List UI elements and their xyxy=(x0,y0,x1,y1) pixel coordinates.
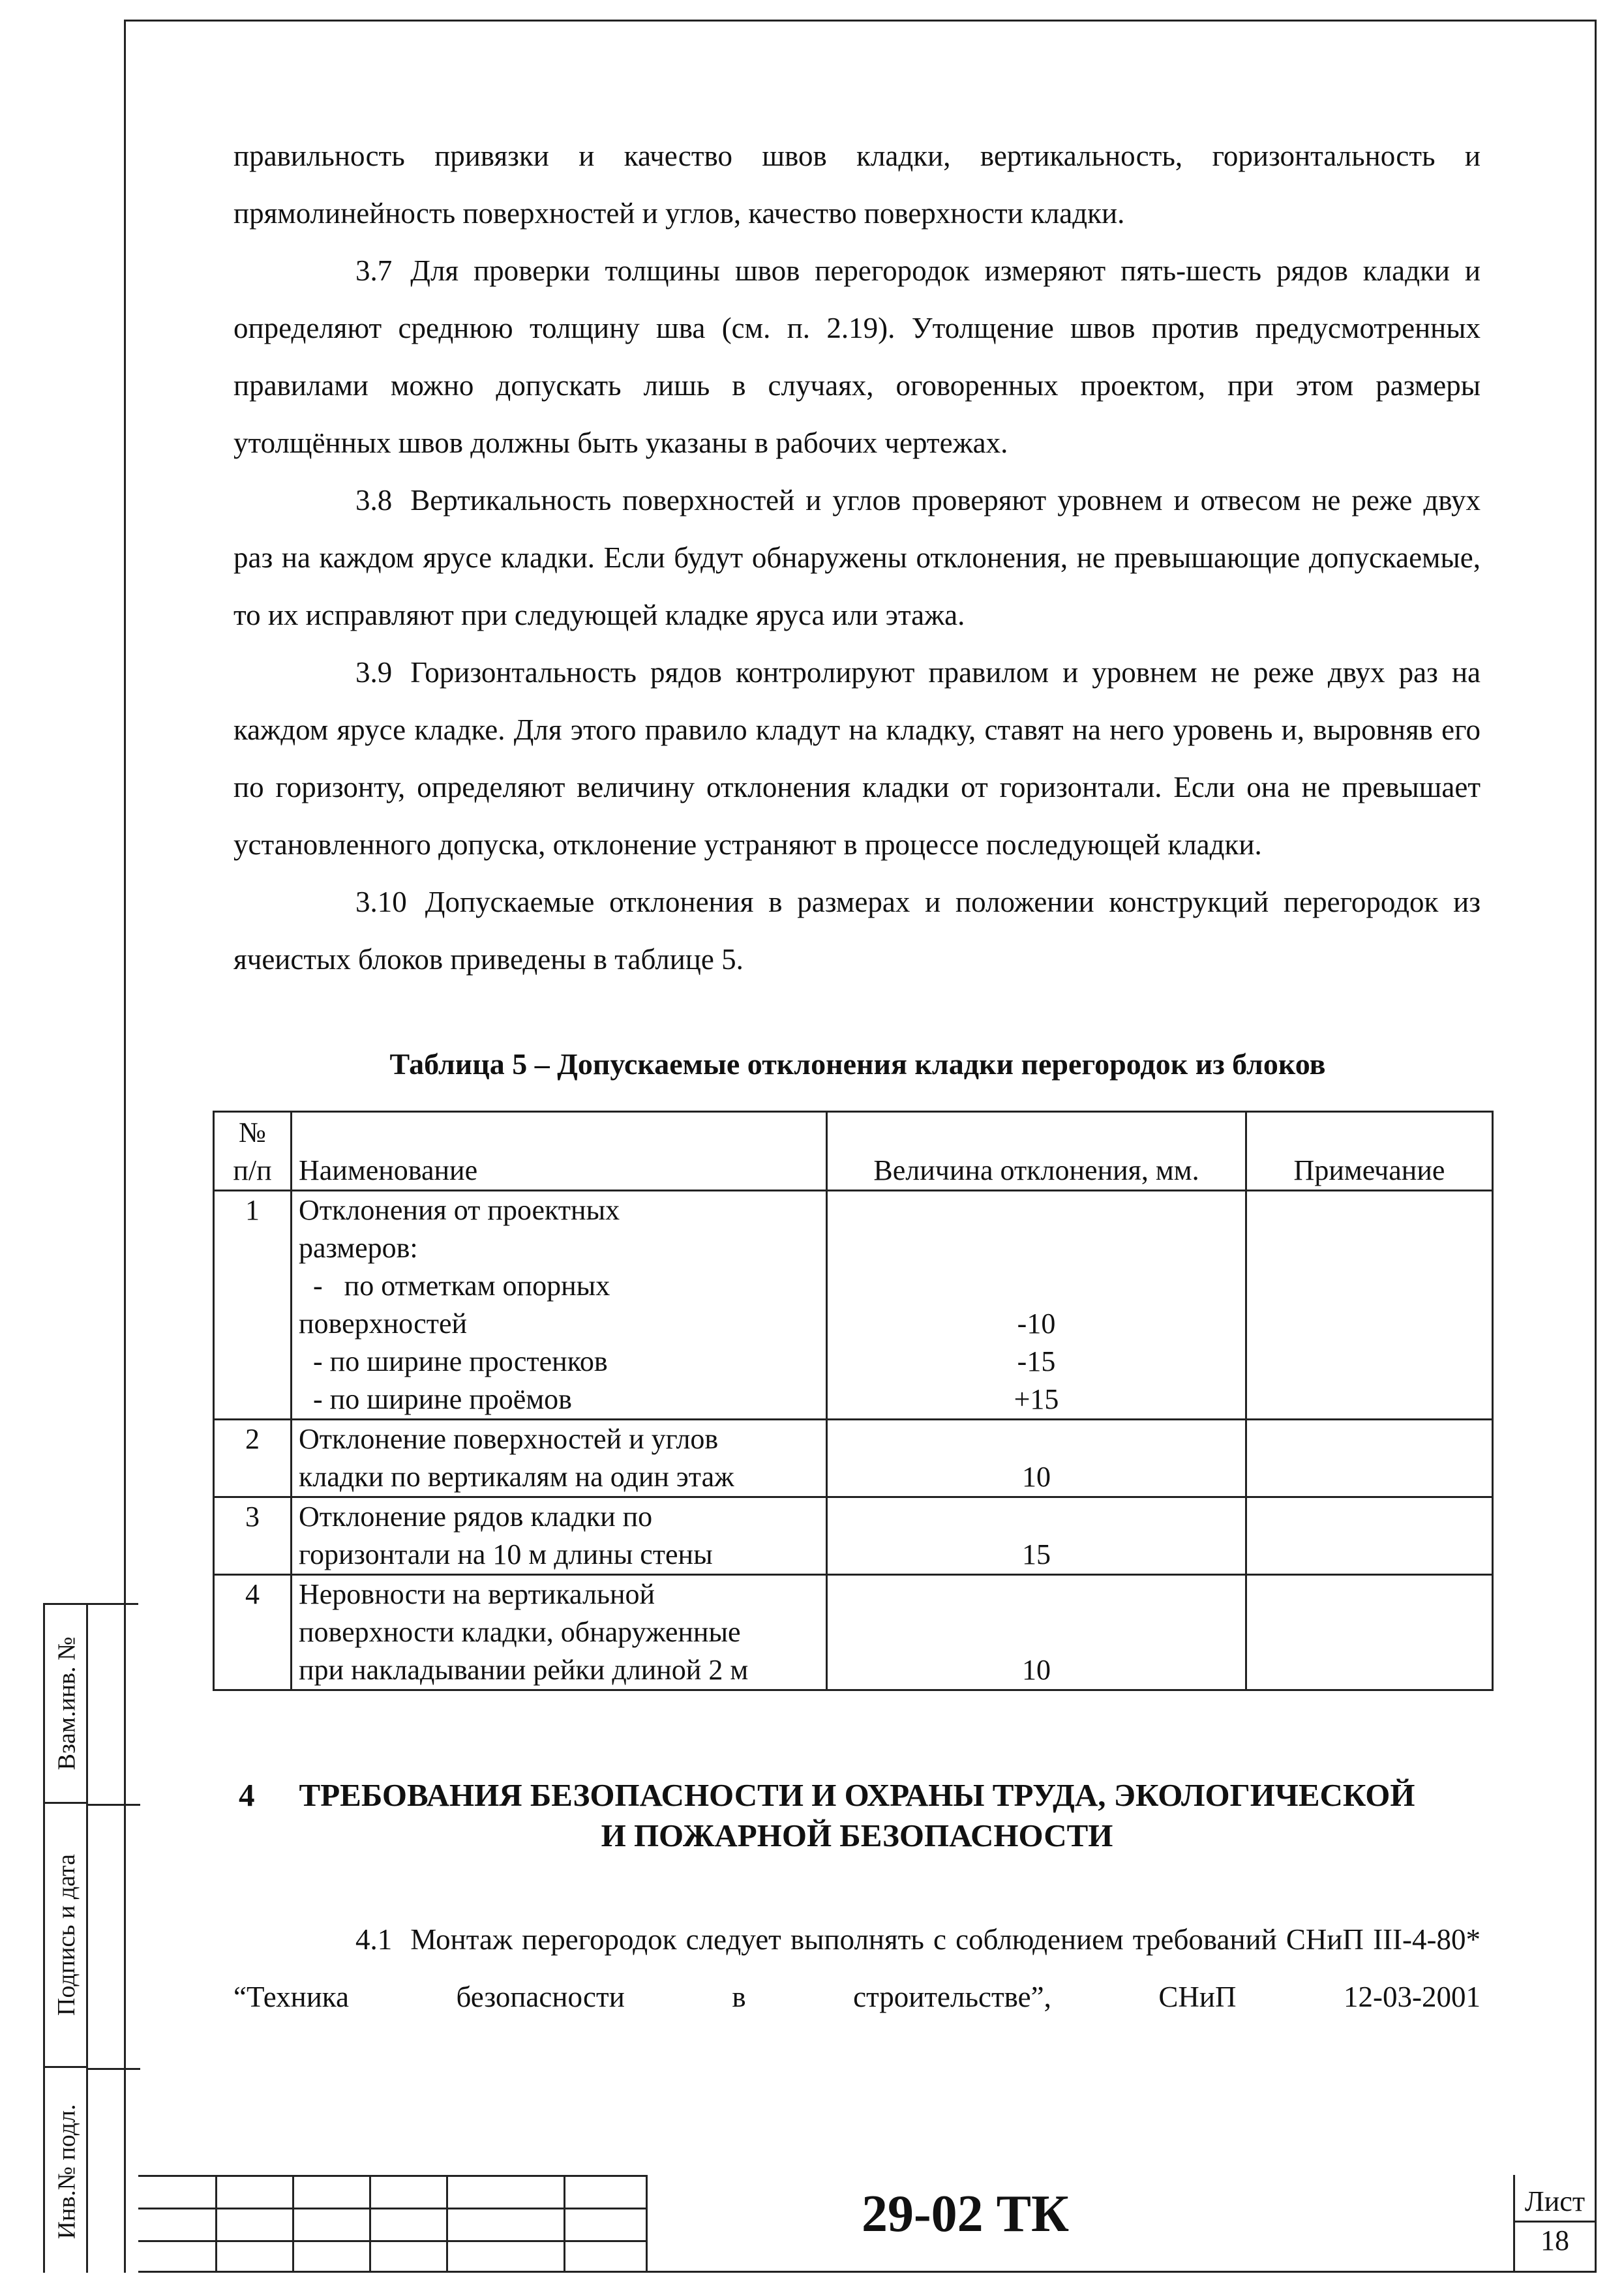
header-name: Наименование xyxy=(292,1112,827,1191)
row-name-line: - по ширине простенков xyxy=(299,1345,608,1377)
row-note xyxy=(1246,1497,1493,1575)
row-value-line: -15 xyxy=(1017,1345,1056,1377)
table-row xyxy=(214,1191,1493,1420)
row-value-line xyxy=(834,1576,1239,1613)
title-block-rule xyxy=(138,2240,647,2242)
section-4-heading xyxy=(233,1775,1481,1856)
stamp-inv-original-label: Инв.№ подл. xyxy=(53,2103,81,2239)
paragraph-number: 3.8 xyxy=(355,484,393,517)
row-name-line: размеров: xyxy=(299,1232,418,1264)
row-number: 2 xyxy=(214,1420,292,1497)
row-value-line xyxy=(834,1420,1239,1458)
header-note: Примечание xyxy=(1246,1112,1493,1191)
stamp-replace-inv-label: Взам.инв. № xyxy=(53,1636,81,1771)
row-name xyxy=(292,1497,827,1575)
row-name-line: поверхностей xyxy=(299,1308,468,1340)
header-number xyxy=(214,1112,292,1191)
row-name-line: при накладывании рейки длиной 2 м xyxy=(299,1654,749,1686)
row-name-line: поверхности кладки, обнаруженные xyxy=(299,1616,741,1648)
row-value-line: 15 xyxy=(1022,1538,1051,1570)
row-number: 4 xyxy=(214,1575,292,1690)
row-note xyxy=(1246,1191,1493,1420)
deviations-table xyxy=(213,1111,1494,1691)
title-block-divider xyxy=(564,2175,565,2273)
row-value-line xyxy=(834,1229,1239,1267)
section-title-line-1: ТРЕБОВАНИЯ БЕЗОПАСНОСТИ И ОХРАНЫ ТРУДА, ЭКОЛОГИЧЕСКОЙ xyxy=(299,1777,1415,1813)
title-block-divider xyxy=(292,2175,294,2273)
row-number: 3 xyxy=(214,1497,292,1575)
table-row xyxy=(214,1575,1493,1690)
table-body xyxy=(214,1191,1493,1690)
paragraph-number: 4.1 xyxy=(355,1923,393,1956)
row-value-line xyxy=(834,1613,1239,1651)
table-header-row xyxy=(214,1112,1493,1191)
table-row xyxy=(214,1497,1493,1575)
row-number: 1 xyxy=(214,1191,292,1420)
main-text-section-4 xyxy=(233,1911,1481,2026)
row-value-line: +15 xyxy=(1014,1383,1059,1415)
row-value-line xyxy=(834,1498,1239,1536)
paragraph-number: 3.10 xyxy=(355,886,407,918)
title-block-divider xyxy=(369,2175,371,2273)
side-value-column xyxy=(88,1605,140,2273)
title-block-rule xyxy=(1513,2221,1597,2223)
row-name xyxy=(292,1575,827,1690)
document-code: 29-02 ТК xyxy=(861,2185,1069,2243)
stamp-replace-inv xyxy=(45,1605,88,1804)
section-number: 4 xyxy=(239,1777,255,1813)
section-title-line-2: И ПОЖАРНОЙ БЕЗОПАСНОСТИ xyxy=(601,1818,1113,1853)
row-name-line: Отклонение поверхностей и углов xyxy=(299,1423,719,1455)
title-block-divider xyxy=(215,2175,217,2273)
table-row xyxy=(214,1420,1493,1497)
paragraph-text: Допускаемые отклонения в размерах и положении конструкций перегородок из ячеистых блоков приведены в таблице 5. xyxy=(233,886,1481,976)
row-value xyxy=(827,1497,1246,1575)
stamp-signature-date-label: Подпись и дата xyxy=(53,1853,81,2016)
header-number-pp: п/п xyxy=(233,1154,272,1186)
row-value-line: -10 xyxy=(1017,1308,1056,1340)
paragraph-3-9 xyxy=(233,644,1481,873)
title-block-rule xyxy=(138,2208,647,2209)
row-name-line: горизонтали на 10 м длины стены xyxy=(299,1538,713,1570)
header-value: Величина отклонения, мм. xyxy=(827,1112,1246,1191)
side-stamp xyxy=(43,1603,138,2273)
row-value xyxy=(827,1420,1246,1497)
row-name-line: - по ширине проёмов xyxy=(299,1383,572,1415)
paragraph-text: Вертикальность поверхностей и углов проверяют уровнем и отвесом не реже двух раз на каждом ярусе кладки. Если будут обнаружены отклонения, не превышающие допускаемые, то их исправляют при следующей кладке яруса или этажа. xyxy=(233,484,1481,631)
paragraph-number: 3.7 xyxy=(355,254,393,287)
row-name-line: Отклонение рядов кладки по xyxy=(299,1501,653,1533)
paragraph-4-1 xyxy=(233,1911,1481,2026)
row-name-line: - по отметкам опорных xyxy=(299,1270,610,1302)
paragraph-3-10 xyxy=(233,873,1481,988)
row-value-line: 10 xyxy=(1022,1461,1051,1493)
stamp-divider xyxy=(88,1804,140,1806)
row-name xyxy=(292,1191,827,1420)
row-value xyxy=(827,1575,1246,1690)
row-name-line: кладки по вертикалям на один этаж xyxy=(299,1461,734,1493)
title-block-rule xyxy=(138,2175,647,2177)
title-block-divider xyxy=(446,2175,448,2273)
stamp-inv-original xyxy=(45,2068,88,2275)
row-value-line: 10 xyxy=(1022,1654,1051,1686)
row-name-line: Отклонения от проектных xyxy=(299,1194,620,1226)
row-note xyxy=(1246,1420,1493,1497)
stamp-signature-date xyxy=(45,1804,88,2068)
side-label-column xyxy=(45,1605,88,2273)
row-value xyxy=(827,1191,1246,1420)
header-number-sign: № xyxy=(239,1116,266,1148)
paragraph-text: Горизонтальность рядов контролируют правилом и уровнем не реже двух раз на каждом ярусе кладке. Для этого правило кладут на кладку, ставят на него уровень и, выровняв его по горизонту, определяют величину отклонения кладки от горизонтали. Если она не превышает установленного допуска, отклонение устраняют в процессе последующей кладки. xyxy=(233,656,1481,861)
row-name-line: Неровности на вертикальной xyxy=(299,1578,655,1610)
sheet-number: 18 xyxy=(1541,2224,1569,2256)
title-block-rule xyxy=(138,2271,1597,2273)
main-text xyxy=(233,127,1481,988)
sheet-label: Лист xyxy=(1524,2185,1586,2217)
paragraph-3-7 xyxy=(233,242,1481,472)
row-value-line xyxy=(834,1191,1239,1229)
row-note xyxy=(1246,1575,1493,1690)
paragraph-number: 3.9 xyxy=(355,656,393,689)
paragraph-text: Для проверки толщины швов перегородок измеряют пять-шесть рядов кладки и определяют среднюю толщину шва (см. п. 2.19). Утолщение швов против предусмотренных правилами можно допускать лишь в случаях, оговоренных проектом, при этом размеры утолщённых швов должны быть указаны в рабочих чертежах. xyxy=(233,254,1481,459)
table-title: Таблица 5 – Допускаемые отклонения кладки перегородок из блоков xyxy=(389,1047,1326,1081)
title-block-divider xyxy=(646,2175,648,2273)
paragraph-text: Монтаж перегородок следует выполнять с соблюдением требований СНиП III-4-80* “Техника безопасности в строительстве”, СНиП 12-03-2001 xyxy=(233,1923,1481,2013)
stamp-divider xyxy=(88,2068,140,2070)
row-name xyxy=(292,1420,827,1497)
paragraph-continuation: правильность привязки и качество швов кладки, вертикальность, горизонтальность и прямолинейность поверхностей и углов, качество поверхности кладки. xyxy=(233,140,1481,230)
paragraph-3-8 xyxy=(233,472,1481,644)
row-value-line xyxy=(834,1267,1239,1305)
